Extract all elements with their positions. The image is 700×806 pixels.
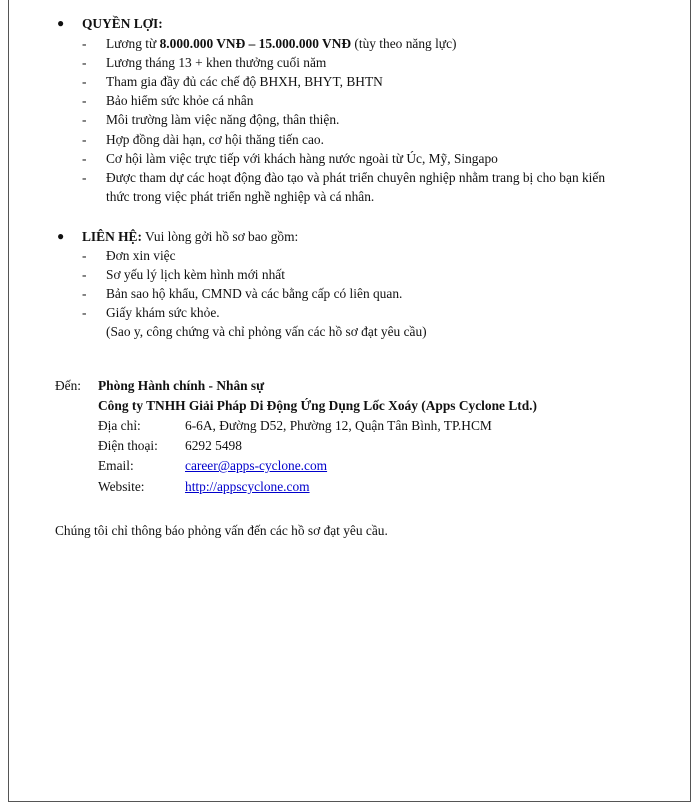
contact-note: (Sao y, công chứng và chỉ phỏng vấn các hồ sơ đạt yêu cầu): [106, 324, 427, 339]
list-dash: -: [82, 93, 87, 108]
contact-doc-item: Bản sao hộ khẩu, CMND và các bằng cấp có liên quan.: [106, 286, 403, 301]
department-name: Phòng Hành chính - Nhân sự: [98, 378, 265, 393]
email-link[interactable]: career@apps-cyclone.com: [185, 458, 328, 473]
list-dash: -: [82, 248, 87, 263]
to-label: Đến:: [55, 378, 82, 393]
address-label: Địa chỉ:: [98, 418, 141, 433]
benefits-heading: QUYỀN LỢI:: [82, 16, 163, 31]
website-label: Website:: [98, 479, 145, 494]
email-label: Email:: [98, 458, 134, 473]
list-dash: -: [82, 36, 87, 51]
benefit-item: Lương tháng 13 + khen thưởng cuối năm: [106, 55, 327, 70]
contact-doc-item: Giấy khám sức khỏe.: [106, 305, 220, 320]
phone-value: 6292 5498: [185, 438, 242, 453]
benefit-training-line1: Được tham dự các hoạt động đào tạo và phát triển chuyên nghiệp nhằm trang bị cho bạn kiến: [106, 170, 606, 185]
list-dash: -: [82, 170, 87, 185]
website-link[interactable]: http://appscyclone.com: [185, 479, 310, 494]
phone-label: Điện thoại:: [98, 438, 158, 453]
benefit-item: Cơ hội làm việc trực tiếp với khách hàng nước ngoài từ Úc, Mỹ, Singapo: [106, 151, 498, 166]
benefit-item: Bảo hiểm sức khỏe cá nhân: [106, 93, 254, 108]
list-dash: -: [82, 74, 87, 89]
contact-doc-item: Đơn xin việc: [106, 248, 176, 263]
website-link-wrap: [185, 477, 310, 496]
list-dash: -: [82, 112, 87, 127]
list-dash: -: [82, 132, 87, 147]
benefit-item: Tham gia đầy đủ các chế độ BHXH, BHYT, BHTN: [106, 74, 383, 89]
list-dash: -: [82, 286, 87, 301]
benefit-item: Môi trường làm việc năng động, thân thiện.: [106, 112, 340, 127]
bullet-contact: ●: [57, 229, 65, 243]
list-dash: -: [82, 55, 87, 70]
contact-heading: LIÊN HỆ: Vui lòng gởi hồ sơ bao gồm:: [82, 229, 299, 244]
benefit-training-line2: thức trong việc phát triển nghề nghiệp và cá nhân.: [106, 189, 375, 204]
benefit-salary: Lương từ 8.000.000 VNĐ – 15.000.000 VNĐ (tùy theo năng lực): [106, 36, 457, 51]
company-name: Công ty TNHH Giải Pháp Di Động Ứng Dụng Lốc Xoáy (Apps Cyclone Ltd.): [98, 398, 537, 413]
list-dash: -: [82, 305, 87, 320]
footer-note: Chúng tôi chỉ thông báo phỏng vấn đến các hồ sơ đạt yêu cầu.: [55, 523, 388, 538]
list-dash: -: [82, 267, 87, 282]
address-value: 6-6A, Đường D52, Phường 12, Quận Tân Bình, TP.HCM: [185, 418, 492, 433]
list-dash: -: [82, 151, 87, 166]
contact-doc-item: Sơ yếu lý lịch kèm hình mới nhất: [106, 267, 285, 282]
benefit-item: Hợp đồng dài hạn, cơ hội thăng tiến cao.: [106, 132, 324, 147]
email-link-wrap: [185, 456, 327, 475]
bullet-benefits: ●: [57, 16, 65, 30]
